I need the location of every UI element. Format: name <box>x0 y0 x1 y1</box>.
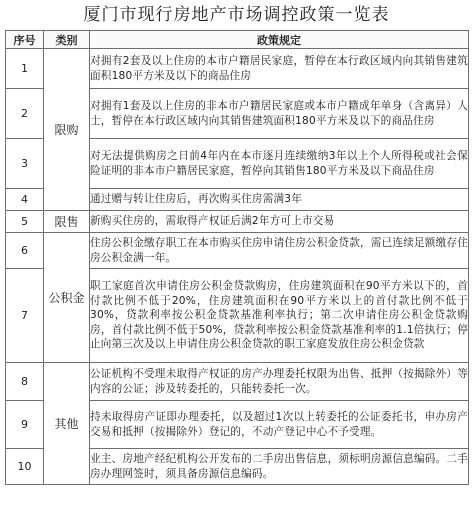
header-policy: 政策规定 <box>90 31 469 49</box>
row-number: 8 <box>6 363 44 401</box>
page-title: 厦门市现行房地产市场调控政策一览表 <box>83 5 390 25</box>
row-number: 1 <box>6 49 44 89</box>
table-row <box>6 211 469 233</box>
policy-text: 持未取得房产证即办理委托，以及超过1次以上转委托的公证委托书，申办房产交易和抵押（按揭除外）登记的，不动产登记中心不予受理。 <box>90 401 469 449</box>
policy-text: 通过赠与转让住房后，再次购买住房需满3年 <box>90 189 469 211</box>
policy-text: 业主、房地产经纪机构公开发布的二手房出售信息，须标明房源信息编码。二手房办理网签时，须具备房源信息编码。 <box>90 449 469 485</box>
row-number: 6 <box>6 233 44 269</box>
row-number: 4 <box>6 189 44 211</box>
policy-text: 对拥有1套及以上住房的非本市户籍居民家庭或本市户籍成年单身（含离异）人士，暂停在本行政区域内向其销售建筑面积180平方米及以下的商品住房 <box>90 89 469 139</box>
policy-text: 新购买住房的，需取得产权证后满2年方可上市交易 <box>90 211 469 233</box>
row-number: 9 <box>6 401 44 449</box>
policy-text: 对无法提供购房之日前4年内在本市逐月连续缴纳3年以上个人所得税或社会保险证明的非本市户籍居民家庭，暂停向其销售180平方米及以下商品住房 <box>90 139 469 189</box>
policy-table <box>5 30 469 485</box>
policy-text: 职工家庭首次申请住房公积金贷款购房，住房建筑面积在90平方米以下的，首付款比例不低于20%，住房建筑面积在90平方米以上的首付款比例不低于30%，贷款利率按公积金贷款基准利率执行；第二次申请住房公积金贷款购房，首付款比例不低于50%，贷款利率按公积金贷款基准利率的1.1倍执行；停止向第三次及以上申请住房公积金贷款的职工家庭发放住房公积金贷款 <box>90 269 469 363</box>
table-row <box>6 363 469 401</box>
policy-text: 公证机构不受理未取得产权证的房产办理委托权限为出售、抵押（按揭除外）等内容的公证；涉及转委托的，只能转委托一次。 <box>90 363 469 401</box>
row-number: 10 <box>6 449 44 485</box>
table-header-row <box>6 31 469 49</box>
policy-text: 住房公积金缴存职工在本市购买住房申请住房公积金贷款，需已连续足额缴存住房公积金满一年。 <box>90 233 469 269</box>
category-cell: 限售 <box>44 211 90 233</box>
category-cell: 其他 <box>44 363 90 485</box>
row-number: 7 <box>6 269 44 363</box>
row-number: 3 <box>6 139 44 189</box>
row-number: 2 <box>6 89 44 139</box>
table-row <box>6 49 469 89</box>
header-category: 类别 <box>44 31 90 49</box>
row-number: 5 <box>6 211 44 233</box>
category-cell: 限购 <box>44 49 90 211</box>
header-no: 序号 <box>6 31 44 49</box>
category-cell: 公积金 <box>44 233 90 363</box>
table-row <box>6 233 469 269</box>
policy-text: 对拥有2套及以上住房的本市户籍居民家庭，暂停在本行政区域内向其销售建筑面积180平方米及以下的商品住房 <box>90 49 469 89</box>
